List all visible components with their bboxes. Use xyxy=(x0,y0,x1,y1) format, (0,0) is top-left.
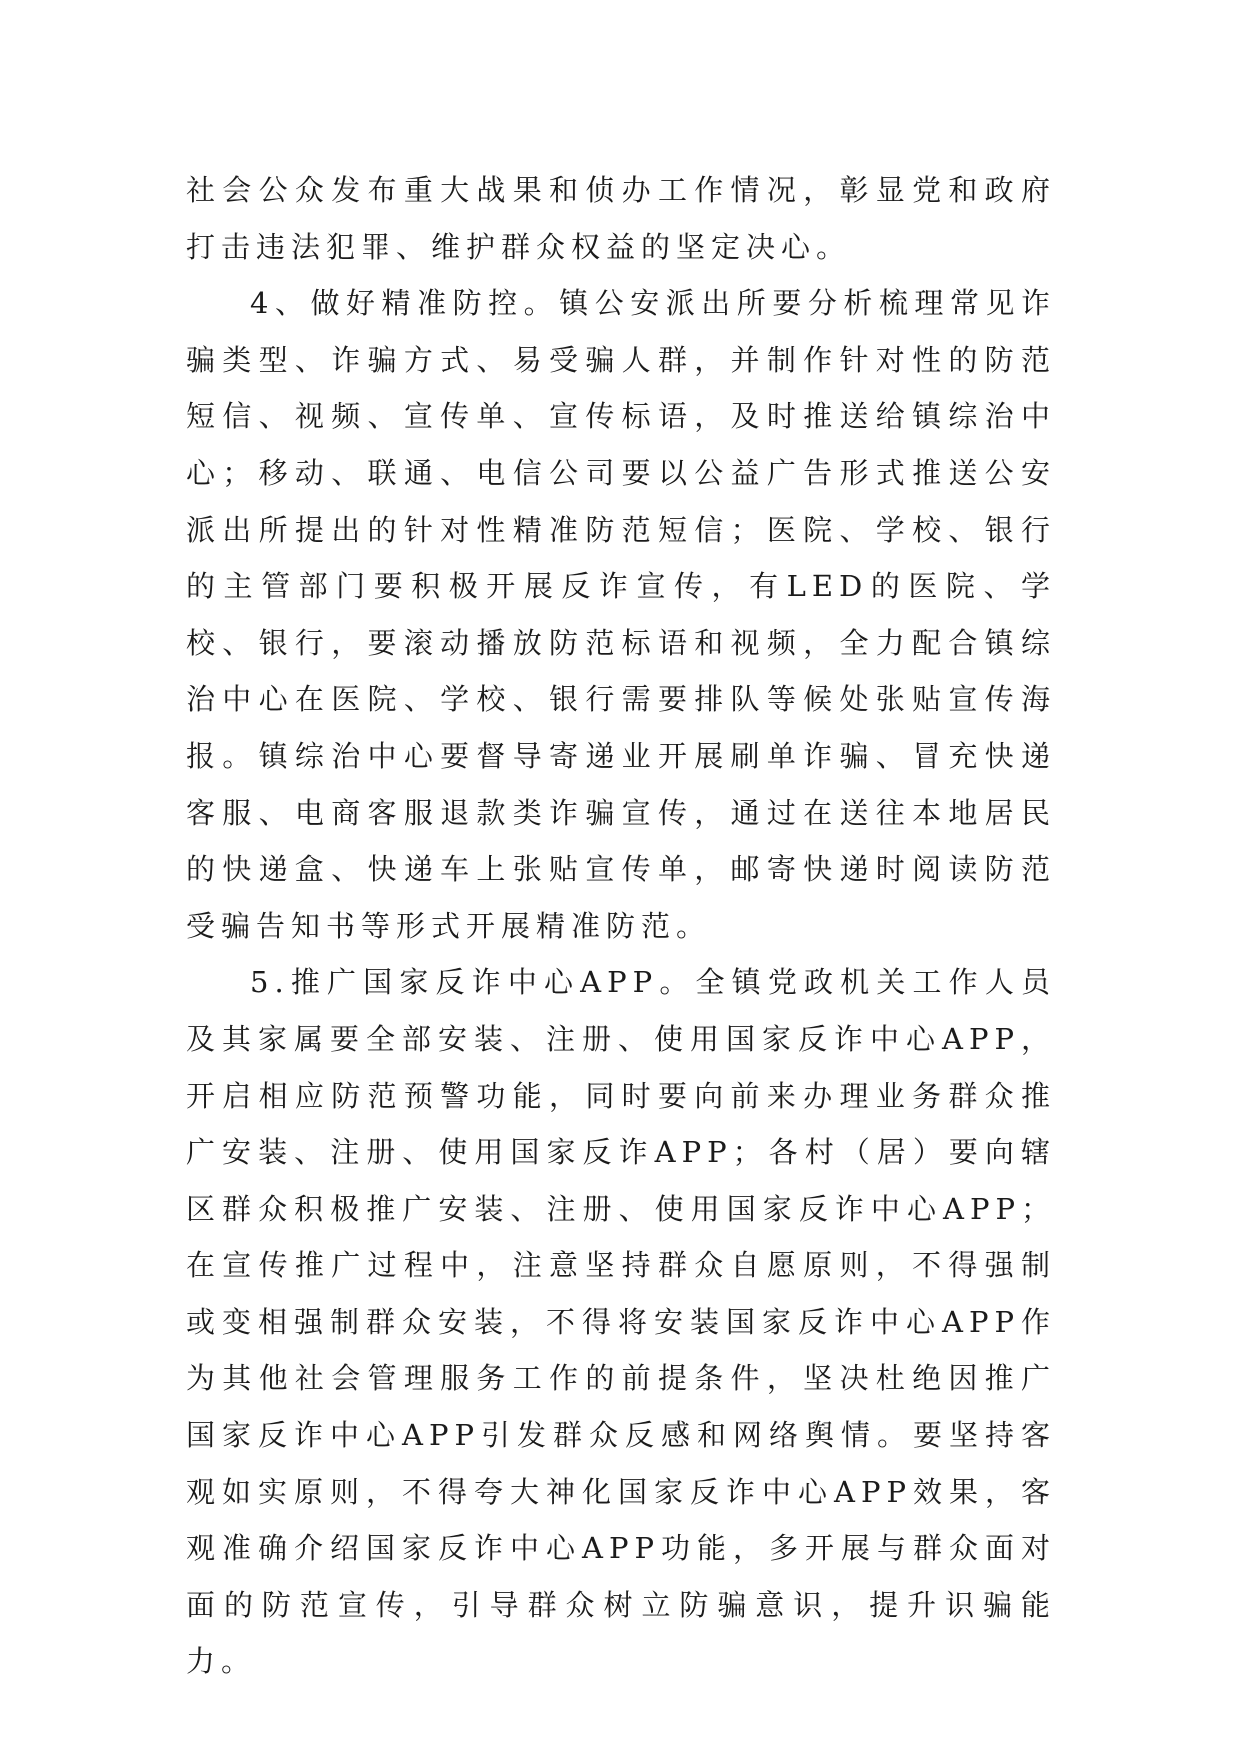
document-body xyxy=(186,162,1056,1690)
paragraph-continuation: 社会公众发布重大战果和侦办工作情况，彰显党和政府打击违法犯罪、维护群众权益的坚定决心。 xyxy=(186,173,1056,264)
paragraph-item-4: 4、做好精准防控。镇公安派出所要分析梳理常见诈骗类型、诈骗方式、易受骗人群，并制作针对性的防范短信、视频、宣传单、宣传标语，及时推送给镇综治中心；移动、联通、电信公司要以公益广告形式推送公安派出所提出的针对性精准防范短信；医院、学校、银行的主管部门要积极开展反诈宣传，有LED的医院、学校、银行，要滚动播放防范标语和视频，全力配合镇综治中心在医院、学校、银行需要排队等候处张贴宣传海报。镇综治中心要督导寄递业开展刷单诈骗、冒充快递客服、电商客服退款类诈骗宣传，通过在送往本地居民的快递盒、快递车上张贴宣传单，邮寄快递时阅读防范受骗告知书等形式开展精准防范。 xyxy=(186,286,1056,943)
paragraph-item-5: 5.推广国家反诈中心APP。全镇党政机关工作人员及其家属要全部安装、注册、使用国家反诈中心APP，开启相应防范预警功能，同时要向前来办理业务群众推广安装、注册、使用国家反诈APP；各村（居）要向辖区群众积极推广安装、注册、使用国家反诈中心APP；在宣传推广过程中，注意坚持群众自愿原则，不得强制或变相强制群众安装，不得将安装国家反诈中心APP作为其他社会管理服务工作的前提条件，坚决杜绝因推广国家反诈中心APP引发群众反感和网络舆情。要坚持客观如实原则，不得夸大神化国家反诈中心APP效果，客观准确介绍国家反诈中心APP功能，多开展与群众面对面的防范宣传，引导群众树立防骗意识，提升识骗能力。 xyxy=(186,965,1056,1679)
